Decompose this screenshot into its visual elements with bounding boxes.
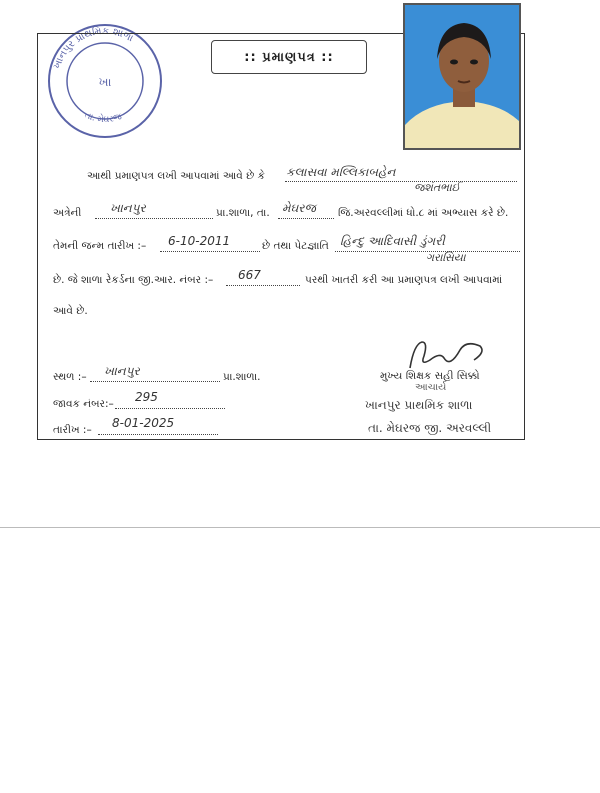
line3-mid: છે તથા પેટજ્ઞાતિ	[262, 240, 329, 252]
gr-number: 667	[238, 268, 261, 282]
date-value: 8-01-2025	[112, 416, 175, 430]
line5: આવે છે.	[53, 305, 88, 317]
outward-label: જાવક નંબર:–	[53, 398, 114, 410]
line1-prefix: આથી પ્રમાણપત્ર લખી આપવામાં આવે છે કે	[87, 170, 265, 182]
student-name: કલાસવા મલ્લિકાબહેન	[286, 165, 396, 179]
place-dotted-line	[90, 381, 220, 382]
line2-mid: પ્રા.શાળા, તા.	[216, 207, 270, 219]
seal-text-top: ખાનપુર પ્રાથમિક શાળા	[51, 25, 135, 71]
seal-text-bottom: તા. મેઘરજ	[82, 110, 124, 126]
signature-label: મુખ્ય શિક્ષક સહી સિક્કો	[380, 370, 480, 382]
name-dotted-line	[285, 181, 517, 182]
student-portrait-image	[405, 5, 521, 150]
date-label: તારીખ :–	[53, 424, 92, 436]
signature-scribble	[400, 338, 490, 372]
birth-date: 6-10-2011	[168, 234, 231, 248]
certificate-title: :: પ્રમાણપત્ર ::	[211, 40, 367, 74]
caste: હિન્દુ આદિવાસી ડુંગરી	[340, 234, 445, 248]
line3-prefix: તેમની જન્મ તારીખ :–	[53, 240, 147, 252]
school-village: ખાનપુર	[110, 201, 146, 215]
birthdate-dotted-line	[160, 251, 260, 252]
line4-suffix: પરથી ખાતરી કરી આ પ્રમાણપત્ર લખી આપવામાં	[305, 274, 503, 286]
village-dotted-line	[95, 218, 213, 219]
father-name: જશંતભાઈ	[414, 181, 461, 194]
outward-value: 295	[135, 390, 158, 404]
student-photo	[403, 3, 521, 150]
place-value: ખાનપુર	[104, 364, 140, 378]
date-dotted-line	[98, 434, 218, 435]
stamp-address: તા. મેઘરજ જી. અરવલ્લી	[368, 421, 492, 435]
place-suffix: પ્રા.શાળા.	[223, 371, 261, 383]
taluka-dotted-line	[278, 218, 334, 219]
gr-dotted-line	[226, 285, 300, 286]
place-label: સ્થળ :–	[53, 371, 87, 383]
page-edge-rule	[0, 527, 600, 528]
caste-line2: ગરાસિયા	[426, 251, 466, 264]
line2-suffix: જિ.અરવલ્લીમાં ધો.૮ માં અભ્યાસ કરે છે.	[338, 207, 509, 219]
taluka: મેઘરજ	[282, 201, 316, 215]
outward-dotted-line	[115, 408, 225, 409]
line4-prefix: છે. જે શાળા રેકર્ડના જી.આર. નંબર :–	[53, 274, 214, 286]
seal-center: ખા	[98, 75, 112, 89]
line2-prefix: અત્રેની	[53, 207, 82, 219]
stamp-role: આચાર્ય	[415, 382, 447, 393]
stamp-school: ખાનપુર પ્રાથમિક શાળા	[365, 398, 473, 412]
